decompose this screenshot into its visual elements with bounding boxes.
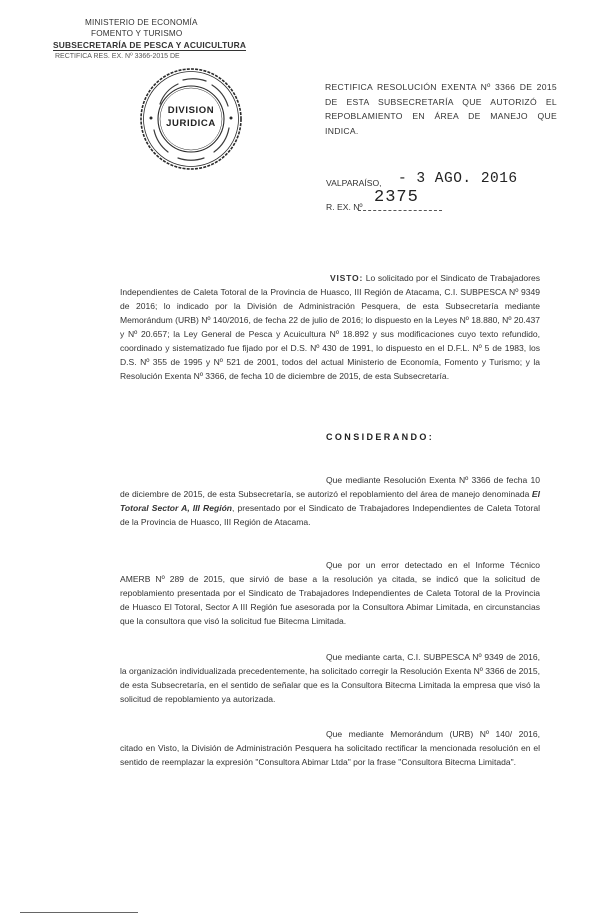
seal-text-juridica: JURIDICA bbox=[166, 118, 216, 129]
rex-underline bbox=[358, 210, 442, 211]
rex-label: R. EX. Nº bbox=[326, 202, 363, 212]
considerando-paragraph-3: Que mediante carta, C.I. SUBPESCA Nº 9349 de 2016, la organización individualizada precedentemente, ha solicitado corregir la Resolución Exenta Nº 3366 de 2015, de esta Subsecretaría, en el sentido de señalar que es la Consultora Bitecma Limitada la empresa que visó la solicitud de repoblamiento ya autorizada. bbox=[120, 652, 540, 704]
place-label: VALPARAÍSO, bbox=[326, 178, 382, 188]
visto-label: VISTO: bbox=[330, 273, 364, 283]
ministry-name: MINISTERIO DE ECONOMÍA bbox=[85, 18, 198, 27]
area-name: El Totoral Sector A, III Región bbox=[120, 489, 540, 513]
visto-text: Lo solicitado por el Sindicato de Trabajadores Independientes de Caleta Totoral de la Provincia de Huasco, III Región de Atacama, C.I. SUBPESCA Nº 9349 de 2016; lo indicado por la División de Administración Pesquera, de esta Subsecretaría mediante Memorándum (URB) Nº 140/2016, de fecha 22 de julio de 2016; lo dispuesto en la Leyes Nº 18.880, Nº 20.437 y Nº 20.657; la Ley General de Pesca y Acuicultura Nº 18.892 y sus modificaciones cuyo texto refundido, coordinado y sistematizado fue fijado por el D.S. Nº 430 de 1991, lo dispuesto en el D.F.L. Nº 5 de 1983, los D.S. Nº 355 de 1995 y Nº 521 de 2001, todos del actual Ministerio de Economía, Fomento y Turismo; y la Resolución Exenta Nº 3366, de fecha 10 de diciembre de 2015, de esta Subsecretaría. bbox=[120, 273, 540, 381]
seal-text-division: DIVISION bbox=[167, 105, 215, 116]
resolution-number: 2375 bbox=[374, 188, 419, 207]
subsecretaria-name: SUBSECRETARÍA DE PESCA Y ACUICULTURA bbox=[53, 40, 247, 50]
considerando-paragraph-1 bbox=[120, 473, 540, 529]
considerando-heading: CONSIDERANDO: bbox=[326, 432, 435, 442]
p1-text-start: Que mediante Resolución Exenta Nº 3366 de fecha 10 de diciembre de 2015, de esta Subsecretaría, se autorizó el repoblamiento del área de manejo denominada bbox=[120, 475, 540, 499]
visto-paragraph bbox=[120, 271, 540, 383]
considerando-paragraph-4: Que mediante Memorándum (URB) Nº 140/ 2016, citado en Visto, la División de Administración Pesquera ha solicitado rectificar la mencionada resolución en el sentido de reemplazar la expresión "Consultora Abimar Ltda" por la frase "Consultora Bitecma Limitada". bbox=[120, 729, 540, 767]
considerando-paragraph-2: Que por un error detectado en el Informe Técnico AMERB Nº 289 de 2015, que sirvió de base a la resolución ya citada, se indicó que la solicitud de repoblamiento presentada por el Sindicato de Trabajadores Independientes de Caleta Totoral de la Provincia de Huasco El Totoral, Sector A III Región fue asesorada por la Consultora Abimar Limitada, en circunstancias que la consultora que visó la solicitud fue Bitecma Limitada. bbox=[120, 560, 540, 626]
p1-text-end: , presentado por el Sindicato de Trabajadores Independientes de Caleta Totoral de la Provincia de Huasco, III Región de Atacama. bbox=[120, 503, 540, 527]
date-stamp: - 3 AGO. 2016 bbox=[398, 171, 518, 187]
reference-line: RECTIFICA RES. EX. Nº 3366-2015 DE bbox=[55, 53, 180, 60]
ministry-department: FOMENTO Y TURISMO bbox=[91, 29, 183, 38]
division-juridica-seal bbox=[138, 66, 244, 172]
footer-rule bbox=[20, 912, 138, 913]
resolution-subject: RECTIFICA RESOLUCIÓN EXENTA Nº 3366 DE 2015 DE ESTA SUBSECRETARÍA QUE AUTORIZÓ EL REPOBLAMIENTO EN ÁREA DE MANEJO QUE INDICA. bbox=[325, 82, 557, 136]
